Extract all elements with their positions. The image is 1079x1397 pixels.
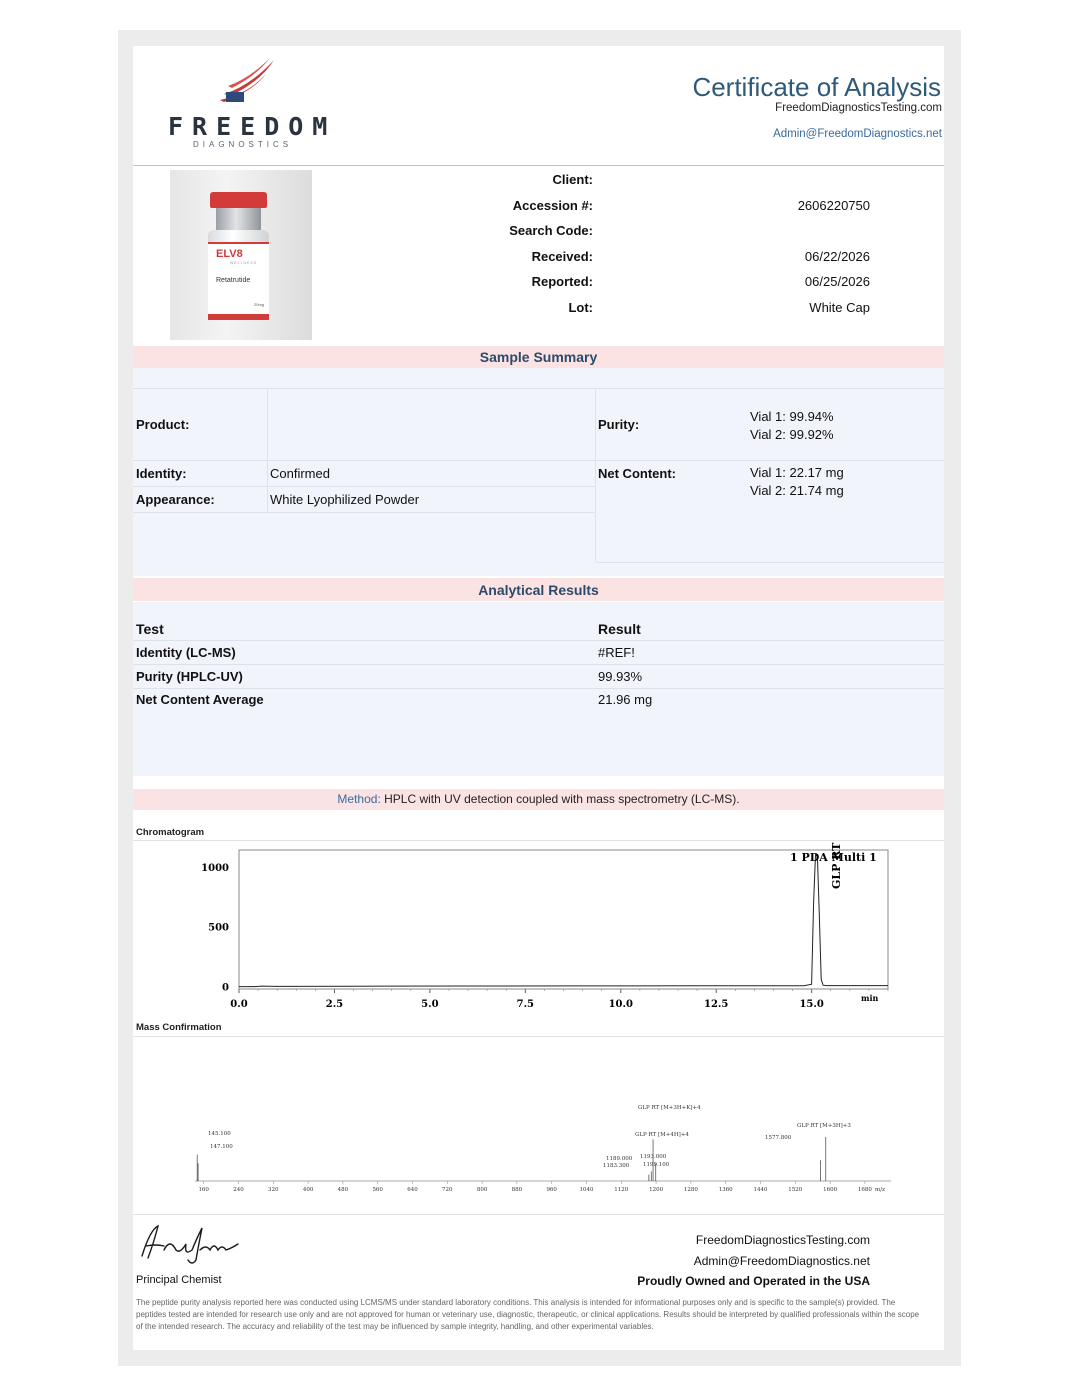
ms-annotation: GLP RT [M+4H]+4 xyxy=(635,1132,689,1138)
result-row-value: 21.96 mg xyxy=(598,692,653,707)
ms-annotation: GLP RT [M+3H+K]+4 xyxy=(638,1105,701,1111)
result-column-header: Result xyxy=(598,621,641,637)
ms-x-tick: 400 xyxy=(302,1187,314,1193)
chromatogram-x-tick: 7.5 xyxy=(516,999,535,1010)
ms-x-tick: 720 xyxy=(442,1187,453,1193)
method-text: HPLC with UV detection coupled with mass spectrometry (LC-MS). xyxy=(380,792,740,806)
chromatogram-x-tick: 0.0 xyxy=(230,999,248,1010)
ms-peak-label: 1183.300 xyxy=(603,1163,630,1169)
product-photo xyxy=(170,170,312,340)
mass-rule xyxy=(133,1036,944,1037)
test-column-header: Test xyxy=(136,621,164,637)
chromatogram-x-tick: 5.0 xyxy=(421,999,439,1010)
results-rule xyxy=(133,640,944,641)
chromatogram-peak-label: GLP RT xyxy=(830,842,843,889)
ms-peak-label: 147.100 xyxy=(210,1144,233,1150)
accession-value: 2606220750 xyxy=(797,198,870,213)
summary-top-rule xyxy=(133,388,944,389)
ms-x-tick: 800 xyxy=(476,1187,488,1193)
summary-bottom-rule xyxy=(596,562,944,563)
identity-label: Identity: xyxy=(136,466,187,481)
result-row-test: Net Content Average xyxy=(136,692,264,707)
header-divider xyxy=(133,165,944,166)
results-rule xyxy=(133,664,944,665)
reported-value: 06/25/2026 xyxy=(804,274,870,289)
net-content-vial-2: Vial 2: 21.74 mg xyxy=(750,483,844,498)
vial-neck xyxy=(216,208,261,230)
ms-x-tick: 1280 xyxy=(683,1187,698,1193)
ms-x-tick: 1600 xyxy=(823,1187,838,1193)
ms-x-tick: 240 xyxy=(233,1187,244,1193)
chromatogram-corner-label: 1 PDA Multi 1 xyxy=(790,851,877,864)
logo-wordmark: FREEDOM xyxy=(168,112,337,141)
chromatogram-trace xyxy=(239,855,888,987)
footer-tagline: Proudly Owned and Operated in the USA xyxy=(637,1274,870,1288)
ms-peak-label: 145.100 xyxy=(208,1131,231,1137)
mass-confirmation-title: Mass Confirmation xyxy=(136,1022,222,1033)
result-row-value: #REF! xyxy=(598,645,635,660)
purity-vial-1: Vial 1: 99.94% xyxy=(750,409,834,424)
received-label: Received: xyxy=(531,249,593,264)
result-row-test: Identity (LC-MS) xyxy=(136,645,236,660)
appearance-label: Appearance: xyxy=(136,492,215,507)
analytical-results-area xyxy=(133,602,944,776)
ms-x-tick: 1440 xyxy=(753,1187,768,1193)
method-label: Method: xyxy=(337,792,381,806)
ms-x-unit: m/z xyxy=(875,1187,885,1193)
ms-x-tick: 480 xyxy=(337,1187,349,1193)
ms-x-tick: 1200 xyxy=(649,1187,664,1193)
sample-summary-bar xyxy=(133,346,944,368)
signatory-role: Principal Chemist xyxy=(136,1274,222,1286)
chromatogram-y-tick: 500 xyxy=(208,922,229,934)
ms-x-tick: 1120 xyxy=(614,1187,629,1193)
ms-x-tick: 1040 xyxy=(579,1187,594,1193)
ms-x-tick: 1360 xyxy=(718,1187,733,1193)
chromatogram-y-tick: 1000 xyxy=(201,862,229,874)
net-content-label: Net Content: xyxy=(598,466,676,481)
logo-subtitle: DIAGNOSTICS xyxy=(193,140,293,149)
document-title: Certificate of Analysis xyxy=(692,72,941,102)
result-row-test: Purity (HPLC-UV) xyxy=(136,669,243,684)
ms-peak-label: 1199.100 xyxy=(643,1162,670,1168)
vial-brand-sub: WELLNESS xyxy=(230,261,258,265)
lot-label: Lot: xyxy=(568,300,593,315)
product-label: Product: xyxy=(136,417,190,432)
result-row-value: 99.93% xyxy=(598,669,643,684)
appearance-value: White Lyophilized Powder xyxy=(270,492,420,507)
received-value: 06/22/2026 xyxy=(804,249,870,264)
vial-product-name: Retatrutide xyxy=(216,277,251,284)
results-rule xyxy=(133,688,944,689)
analytical-results-title: Analytical Results xyxy=(478,582,599,598)
vial-dose: 20mg xyxy=(254,302,265,307)
identity-value: Confirmed xyxy=(270,466,330,481)
signature-text: Alex Johnson xyxy=(136,1220,143,1221)
disclaimer-text: The peptide purity analysis reported here was conducted using LCMS/MS under standard laboratory conditions. This analysis is intended for informational purposes only and is specific to the sample(s) provided. The peptides tested are intended for research use only and are not approved for human or veterinary use, diagnostic, therapeutic, or clinical applications. Results should be interpreted by qualified professionals within the scope of the intended research. The accuracy and reliability of the test may be influenced by sample integrity, handling, and other experimental variables. xyxy=(136,1298,920,1331)
ms-x-tick: 1520 xyxy=(788,1187,803,1193)
analytical-results-bar xyxy=(133,578,944,601)
chromatogram-rule xyxy=(133,840,944,841)
header-website: FreedomDiagnosticsTesting.com xyxy=(775,102,942,114)
flag-logo-icon xyxy=(220,56,280,104)
summary-mid-rule xyxy=(133,460,944,461)
footer-website: FreedomDiagnosticsTesting.com xyxy=(695,1233,870,1247)
reported-label: Reported: xyxy=(531,274,593,289)
ms-peak-label: 1189.000 xyxy=(606,1156,633,1162)
accession-label: Accession #: xyxy=(512,198,593,213)
ms-x-tick: 640 xyxy=(407,1187,418,1193)
purity-vial-2: Vial 2: 99.92% xyxy=(750,427,834,442)
chromatogram-x-tick: 2.5 xyxy=(325,999,344,1010)
chromatogram-x-tick: 10.0 xyxy=(608,999,633,1010)
footer-email: Admin@FreedomDiagnostics.net xyxy=(693,1254,870,1268)
ms-x-tick: 880 xyxy=(511,1187,523,1193)
chromatogram-x-unit: min xyxy=(861,993,879,1003)
summary-row-rule xyxy=(133,486,595,487)
chromatogram-y-tick: 0 xyxy=(222,982,229,994)
signature-image xyxy=(136,1220,246,1266)
vial-brand: ELV8 xyxy=(216,248,243,260)
ms-x-tick: 560 xyxy=(372,1187,383,1193)
vial-cap xyxy=(210,192,267,208)
sample-summary-title: Sample Summary xyxy=(479,349,598,365)
lot-value: White Cap xyxy=(809,300,870,315)
client-label: Client: xyxy=(552,172,593,187)
ms-peak-label: 1577.800 xyxy=(765,1135,792,1141)
net-content-vial-1: Vial 1: 22.17 mg xyxy=(750,465,844,480)
chromatogram-chart xyxy=(133,842,944,1017)
summary-col-divider xyxy=(595,388,596,562)
ms-annotation: GLP RT [M+3H]+3 xyxy=(797,1123,851,1129)
chromatogram-x-tick: 12.5 xyxy=(704,999,729,1010)
chromatogram-x-tick: 15.0 xyxy=(799,999,824,1010)
ms-x-tick: 320 xyxy=(268,1187,279,1193)
ms-peak-label: 1193.000 xyxy=(640,1154,667,1160)
header-email: Admin@FreedomDiagnostics.net xyxy=(773,128,942,140)
mass-spectrum-chart xyxy=(133,1038,944,1198)
footer-rule xyxy=(133,1214,944,1215)
ms-x-tick: 960 xyxy=(546,1187,557,1193)
ms-x-tick: 160 xyxy=(198,1187,209,1193)
summary-col-divider xyxy=(267,388,268,512)
ms-x-tick: 1680 xyxy=(857,1187,872,1193)
summary-row-rule xyxy=(133,512,595,513)
chromatogram-title: Chromatogram xyxy=(136,827,205,838)
search-code-label: Search Code: xyxy=(509,223,593,238)
method-bar xyxy=(133,789,944,810)
purity-label: Purity: xyxy=(598,417,640,432)
chromatogram-frame xyxy=(239,850,888,989)
